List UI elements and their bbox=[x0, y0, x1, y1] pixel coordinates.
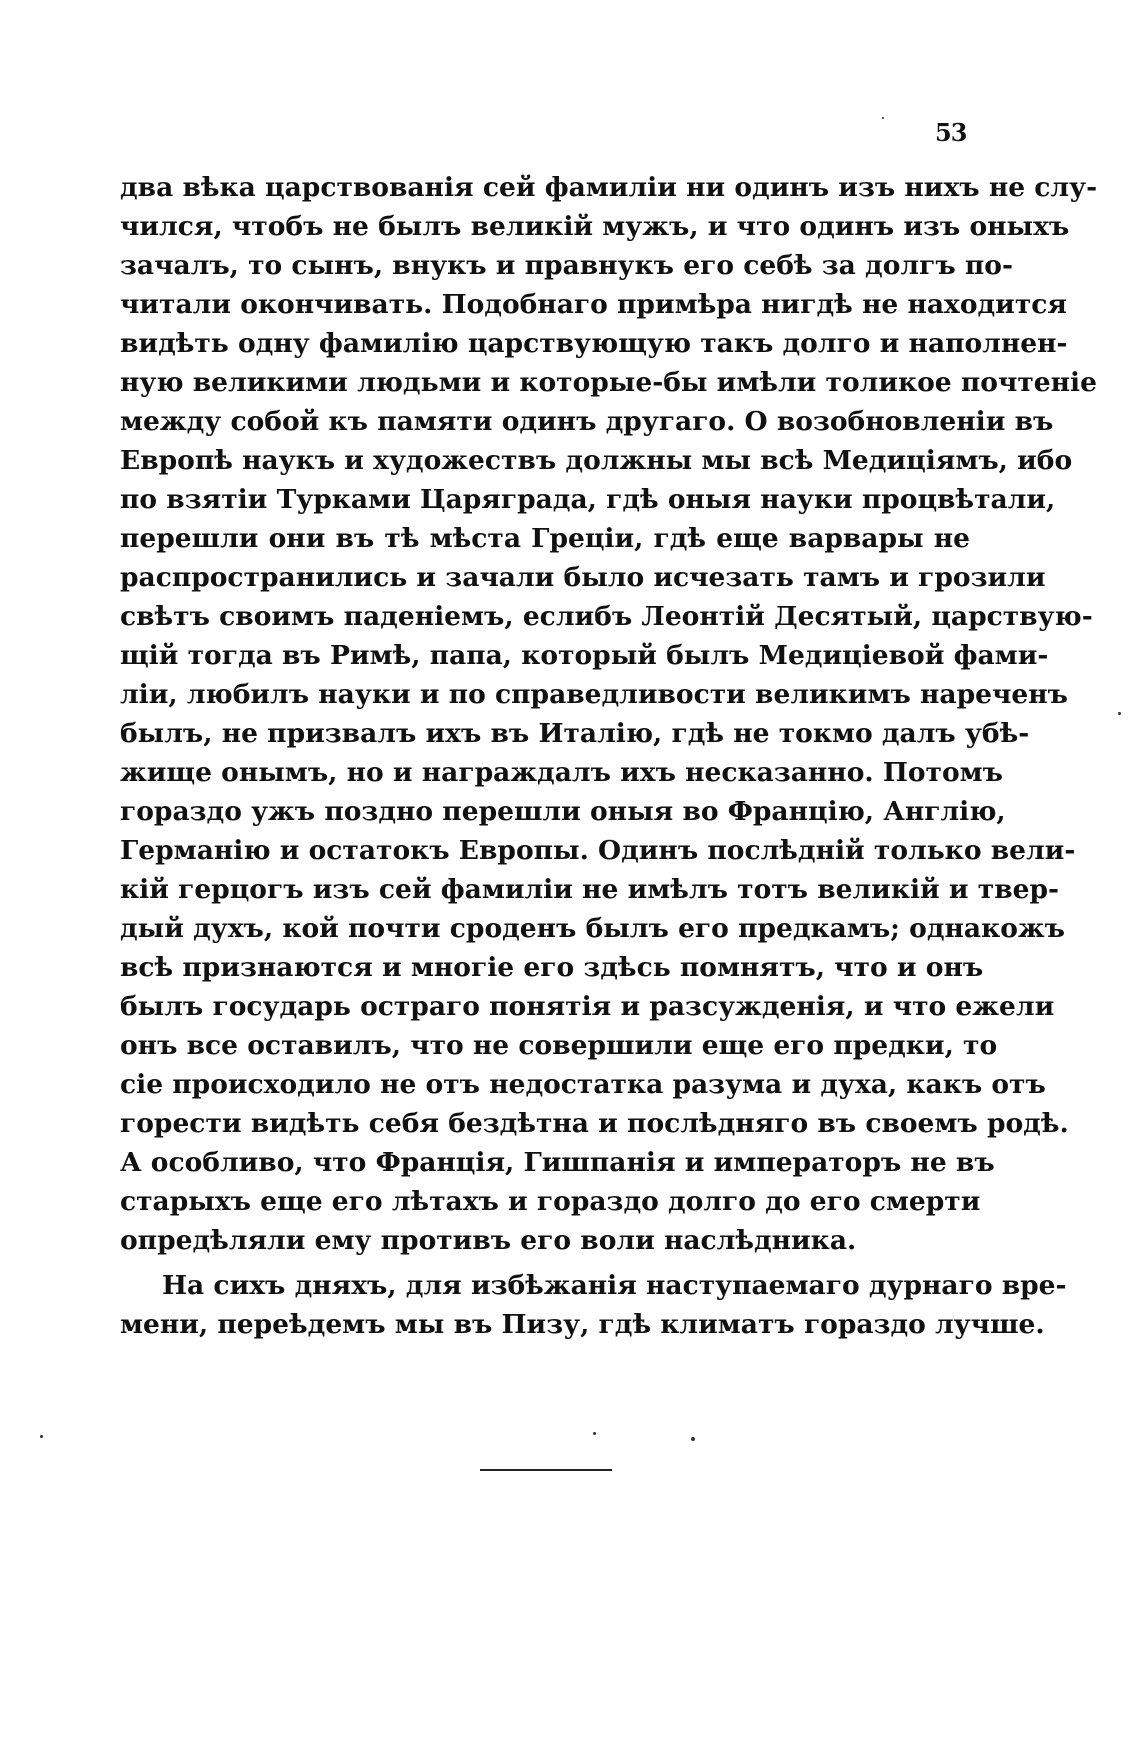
text-line: читали окончивать. Подобнаго примѣра нигдѣ не находится bbox=[120, 289, 1067, 320]
text-line: гораздо ужъ поздно перешли оныя во Францію, Англію, bbox=[120, 796, 1006, 827]
text-line: между собой къ памяти одинъ другаго. О возобновленіи въ bbox=[120, 406, 1054, 437]
text-line: Германію и остатокъ Европы. Одинъ послѣдній только вели- bbox=[120, 835, 1076, 866]
text-line: всѣ признаются и многіе его здѣсь помнятъ, что и онъ bbox=[120, 952, 984, 983]
text-line: горести видѣть себя бездѣтна и послѣдняго въ своемъ родѣ. bbox=[120, 1108, 1069, 1139]
text-line: чился, чтобъ не былъ великій мужъ, и что одинъ изъ оныхъ bbox=[120, 211, 1070, 242]
text-line: зачалъ, то сынъ, внукъ и правнукъ его себѣ за долгъ по- bbox=[120, 250, 1013, 281]
text-line: два вѣка царствованія сей фамиліи ни одинъ изъ нихъ не слу- bbox=[120, 172, 1098, 203]
text-line: жище онымъ, но и награждалъ ихъ несказанно. Потомъ bbox=[120, 757, 1003, 788]
text-line: по взятіи Турками Царяграда, гдѣ оныя науки процвѣтали, bbox=[120, 484, 1056, 515]
paragraph bbox=[120, 168, 1098, 1260]
text-line: дый духъ, кой почти сроденъ былъ его предкамъ; однакожъ bbox=[120, 913, 1065, 944]
body-text bbox=[120, 168, 1098, 1344]
text-line: перешли они въ тѣ мѣста Греціи, гдѣ еще варвары не bbox=[120, 523, 970, 554]
text-line: сіе происходило не отъ недостатка разума и духа, какъ отъ bbox=[120, 1069, 1046, 1100]
text-line: На сихъ дняхъ, для избѣжанія наступаемаго дурнаго вре- bbox=[162, 1270, 1067, 1301]
text-line: онъ все оставилъ, что не совершили еще его предки, то bbox=[120, 1030, 998, 1061]
text-line: ную великими людьми и которые-бы имѣли толикое почтеніе bbox=[120, 367, 1097, 398]
section-divider bbox=[480, 1469, 612, 1471]
print-speck bbox=[691, 1437, 695, 1441]
print-speck bbox=[882, 117, 884, 119]
text-line: ліи, любилъ науки и по справедливости великимъ нареченъ bbox=[120, 679, 1068, 710]
text-line: распространились и зачали было исчезать тамъ и грозили bbox=[120, 562, 1046, 593]
print-speck bbox=[593, 1432, 596, 1435]
print-speck bbox=[40, 1435, 43, 1438]
page-number: 53 bbox=[935, 118, 967, 147]
print-speck bbox=[1118, 712, 1121, 715]
text-line: мени, переѣдемъ мы въ Пизу, гдѣ климатъ гораздо лучше. bbox=[120, 1309, 1045, 1340]
text-line: былъ, не призвалъ ихъ въ Италію, гдѣ не токмо далъ убѣ- bbox=[120, 718, 1030, 749]
text-line: видѣть одну фамилію царствующую такъ долго и наполнен- bbox=[120, 328, 1068, 359]
text-line: А особливо, что Франція, Гишпанія и императоръ не въ bbox=[120, 1147, 995, 1178]
text-line: Европѣ наукъ и художествъ должны мы всѣ Медиціямъ, ибо bbox=[120, 445, 1073, 476]
text-line: былъ государь остраго понятія и разсужденія, и что ежели bbox=[120, 991, 1055, 1022]
text-line: свѣтъ своимъ паденіемъ, еслибъ Леонтій Десятый, царствую- bbox=[120, 601, 1093, 632]
paragraph bbox=[120, 1266, 1067, 1344]
text-line: старыхъ еще его лѣтахъ и гораздо долго до его смерти bbox=[120, 1186, 981, 1217]
text-line: опредѣляли ему противъ его воли наслѣдника. bbox=[120, 1225, 857, 1256]
text-line: щій тогда въ Римѣ, папа, который былъ Медиціевой фами- bbox=[120, 640, 1049, 671]
text-line: кій герцогъ изъ сей фамиліи не имѣлъ тотъ великій и твер- bbox=[120, 874, 1060, 905]
